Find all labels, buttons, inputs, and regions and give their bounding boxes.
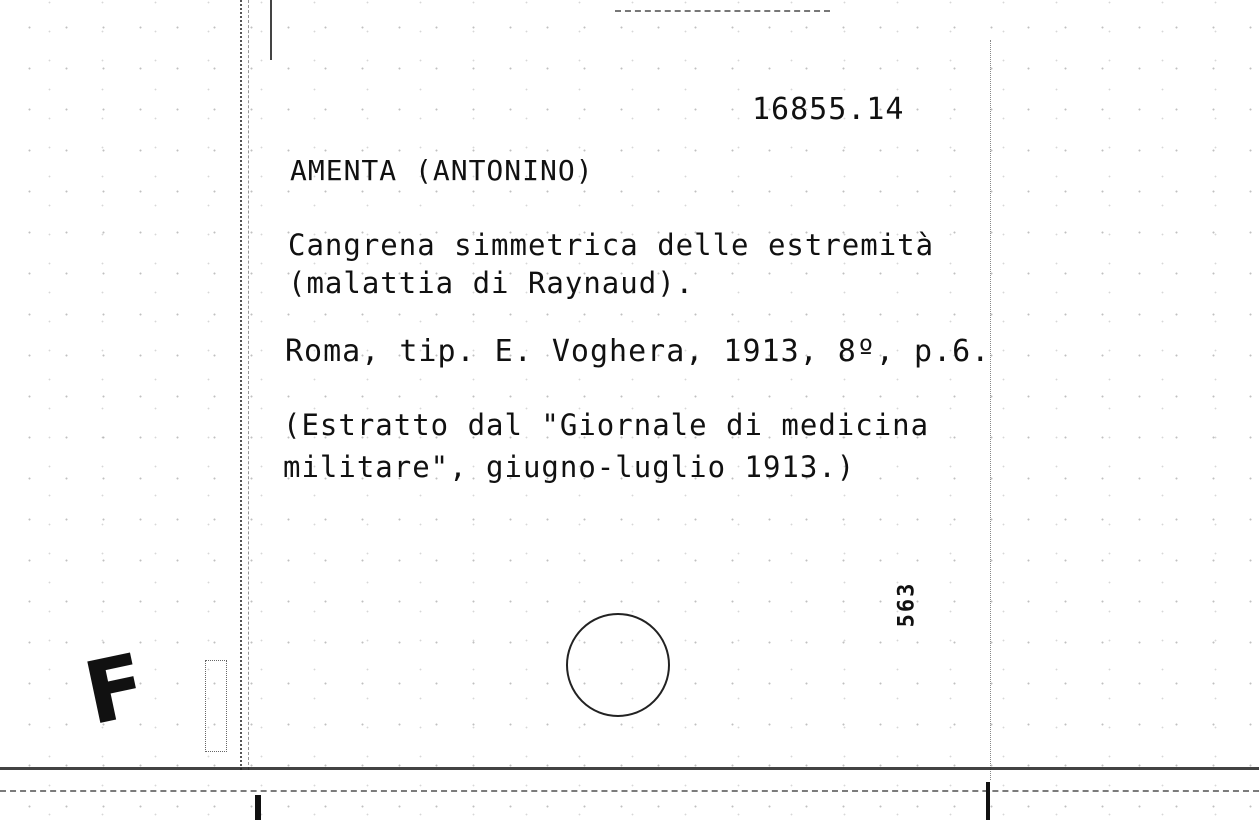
- title-line: (malattia di Raynaud).: [288, 266, 695, 300]
- circle-stamp: [566, 613, 670, 717]
- title-line: Cangrena simmetrica delle estremità: [288, 228, 935, 262]
- top-scan-line: [615, 10, 830, 12]
- note-line: militare", giugno-luglio 1913.): [283, 450, 856, 484]
- bottom-scan-line: [0, 790, 1259, 792]
- card-right-edge: [990, 40, 991, 780]
- imprint-line: Roma, tip. E. Voghera, 1913, 8º, p.6.: [285, 334, 991, 369]
- catalog-number: 16855.14: [752, 92, 905, 127]
- bottom-edge-mark: [255, 795, 261, 820]
- card-left-edge-mark: [270, 0, 274, 60]
- bottom-edge-line: [0, 767, 1259, 770]
- note-line: (Estratto dal "Giornale di medicina: [283, 408, 930, 442]
- author-heading: AMENTA (ANTONINO): [290, 154, 594, 187]
- card-notch: [205, 660, 227, 752]
- bottom-edge-mark: [986, 782, 990, 820]
- shelf-mark: 563: [894, 581, 920, 628]
- card-left-edge: [240, 0, 249, 770]
- margin-letter: F: [76, 634, 155, 746]
